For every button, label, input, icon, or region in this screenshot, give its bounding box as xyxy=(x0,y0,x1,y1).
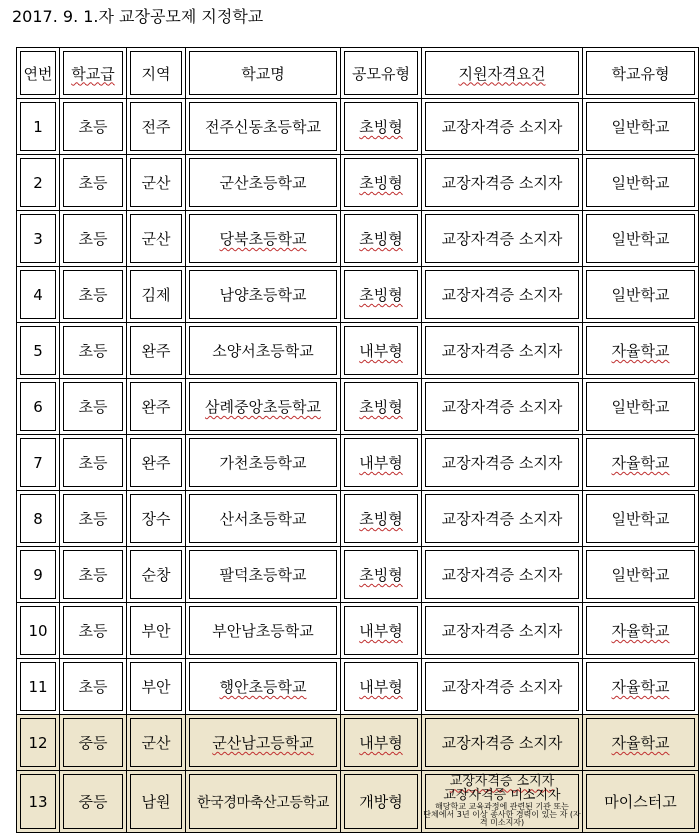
col-header-stype: 학교유형 xyxy=(583,48,699,99)
cell-no: 7 xyxy=(17,435,60,491)
table-row xyxy=(17,659,699,715)
table-row xyxy=(17,491,699,547)
cell-level: 초등 xyxy=(60,547,127,603)
cell-region: 군산 xyxy=(127,155,186,211)
cell-region: 김제 xyxy=(127,267,186,323)
cell-region: 전주 xyxy=(127,99,186,155)
col-header-school: 학교명 xyxy=(186,48,341,99)
cell-no: 12 xyxy=(17,715,60,771)
cell-type: 개방형 xyxy=(341,771,422,833)
cell-req: 교장자격증 소지자 xyxy=(422,659,583,715)
cell-req: 교장자격증 소지자 xyxy=(422,715,583,771)
cell-school: 전주신동초등학교 xyxy=(186,99,341,155)
cell-school: 부안남초등학교 xyxy=(186,603,341,659)
cell-school: 당북초등학교 xyxy=(186,211,341,267)
school-table xyxy=(16,47,699,833)
cell-no: 6 xyxy=(17,379,60,435)
table-row xyxy=(17,771,699,833)
cell-no: 3 xyxy=(17,211,60,267)
cell-stype: 일반학교 xyxy=(583,547,699,603)
cell-level: 초등 xyxy=(60,211,127,267)
cell-stype: 자율학교 xyxy=(583,323,699,379)
cell-type: 초빙형 xyxy=(341,155,422,211)
cell-region: 군산 xyxy=(127,211,186,267)
cell-region: 군산 xyxy=(127,715,186,771)
cell-type: 내부형 xyxy=(341,715,422,771)
cell-stype: 자율학교 xyxy=(583,435,699,491)
req-line-2: 교장자격증 미소지자 xyxy=(443,787,561,803)
table-row xyxy=(17,715,699,771)
table-header-row xyxy=(17,48,699,99)
cell-type: 초빙형 xyxy=(341,379,422,435)
cell-req: 교장자격증 소지자 xyxy=(422,211,583,267)
cell-level: 초등 xyxy=(60,267,127,323)
cell-region: 완주 xyxy=(127,435,186,491)
cell-region: 완주 xyxy=(127,323,186,379)
cell-level: 중등 xyxy=(60,771,127,833)
cell-region: 남원 xyxy=(127,771,186,833)
cell-type: 내부형 xyxy=(341,659,422,715)
req-line-3: 해당학교 교육과정에 관련된 기관 또는 xyxy=(435,801,569,811)
col-header-region: 지역 xyxy=(127,48,186,99)
cell-no: 8 xyxy=(17,491,60,547)
cell-type: 내부형 xyxy=(341,603,422,659)
col-header-type: 공모유형 xyxy=(341,48,422,99)
cell-req: 교장자격증 소지자 xyxy=(422,547,583,603)
cell-no: 1 xyxy=(17,99,60,155)
table-row xyxy=(17,155,699,211)
col-header-req: 지원자격요건 xyxy=(422,48,583,99)
cell-req: 교장자격증 소지자 xyxy=(422,155,583,211)
cell-req: 교장자격증 소지자 xyxy=(422,267,583,323)
cell-req: 교장자격증 소지자 xyxy=(422,435,583,491)
cell-type: 초빙형 xyxy=(341,99,422,155)
cell-type: 내부형 xyxy=(341,435,422,491)
col-header-no: 연번 xyxy=(17,48,60,99)
cell-req: 교장자격증 소지자 xyxy=(422,491,583,547)
cell-stype: 일반학교 xyxy=(583,155,699,211)
table-row xyxy=(17,547,699,603)
cell-stype: 마이스터고 xyxy=(583,771,699,833)
table-row xyxy=(17,323,699,379)
cell-stype: 일반학교 xyxy=(583,267,699,323)
cell-stype: 자율학교 xyxy=(583,659,699,715)
page-title: 2017. 9. 1.자 교장공모제 지정학교 xyxy=(12,7,264,26)
cell-level: 초등 xyxy=(60,435,127,491)
req-line-1: 교장자격증 소지자 xyxy=(449,774,555,790)
cell-school: 소양서초등학교 xyxy=(186,323,341,379)
cell-school: 삼례중앙초등학교 xyxy=(186,379,341,435)
table-row xyxy=(17,379,699,435)
cell-req: 교장자격증 소지자 xyxy=(422,99,583,155)
cell-type: 초빙형 xyxy=(341,491,422,547)
cell-req: 교장자격증 소지자 xyxy=(422,379,583,435)
cell-level: 초등 xyxy=(60,659,127,715)
cell-type: 내부형 xyxy=(341,323,422,379)
cell-school: 행안초등학교 xyxy=(186,659,341,715)
table-row xyxy=(17,211,699,267)
cell-school: 군산남고등학교 xyxy=(186,715,341,771)
cell-region: 완주 xyxy=(127,379,186,435)
table-row xyxy=(17,99,699,155)
cell-no: 2 xyxy=(17,155,60,211)
cell-no: 5 xyxy=(17,323,60,379)
cell-school: 군산초등학교 xyxy=(186,155,341,211)
cell-stype: 일반학교 xyxy=(583,211,699,267)
table-row xyxy=(17,603,699,659)
cell-type: 초빙형 xyxy=(341,547,422,603)
cell-level: 초등 xyxy=(60,99,127,155)
col-header-level: 학교급 xyxy=(60,48,127,99)
cell-region: 부안 xyxy=(127,603,186,659)
cell-req: 교장자격증 소지자 xyxy=(422,323,583,379)
cell-region: 부안 xyxy=(127,659,186,715)
table-row xyxy=(17,435,699,491)
cell-stype: 일반학교 xyxy=(583,379,699,435)
cell-region: 순창 xyxy=(127,547,186,603)
cell-req: 교장자격증 소지자 xyxy=(422,603,583,659)
cell-no: 13 xyxy=(17,771,60,833)
cell-stype: 자율학교 xyxy=(583,603,699,659)
cell-stype: 자율학교 xyxy=(583,715,699,771)
cell-type: 초빙형 xyxy=(341,267,422,323)
cell-stype: 일반학교 xyxy=(583,491,699,547)
cell-level: 초등 xyxy=(60,155,127,211)
cell-region: 장수 xyxy=(127,491,186,547)
cell-school: 산서초등학교 xyxy=(186,491,341,547)
cell-no: 4 xyxy=(17,267,60,323)
cell-level: 중등 xyxy=(60,715,127,771)
cell-level: 초등 xyxy=(60,379,127,435)
cell-school: 남양초등학교 xyxy=(186,267,341,323)
cell-level: 초등 xyxy=(60,603,127,659)
cell-level: 초등 xyxy=(60,323,127,379)
cell-type: 초빙형 xyxy=(341,211,422,267)
cell-stype: 일반학교 xyxy=(583,99,699,155)
cell-level: 초등 xyxy=(60,491,127,547)
cell-school: 팔덕초등학교 xyxy=(186,547,341,603)
cell-no: 9 xyxy=(17,547,60,603)
cell-no: 11 xyxy=(17,659,60,715)
cell-req xyxy=(422,771,583,833)
cell-school: 한국경마축산고등학교 xyxy=(186,771,341,833)
cell-no: 10 xyxy=(17,603,60,659)
req-line-4: 단체에서 3년 이상 종사한 경력이 있는 자 (자격 미소지자) xyxy=(423,809,581,828)
table-row xyxy=(17,267,699,323)
cell-school: 가천초등학교 xyxy=(186,435,341,491)
